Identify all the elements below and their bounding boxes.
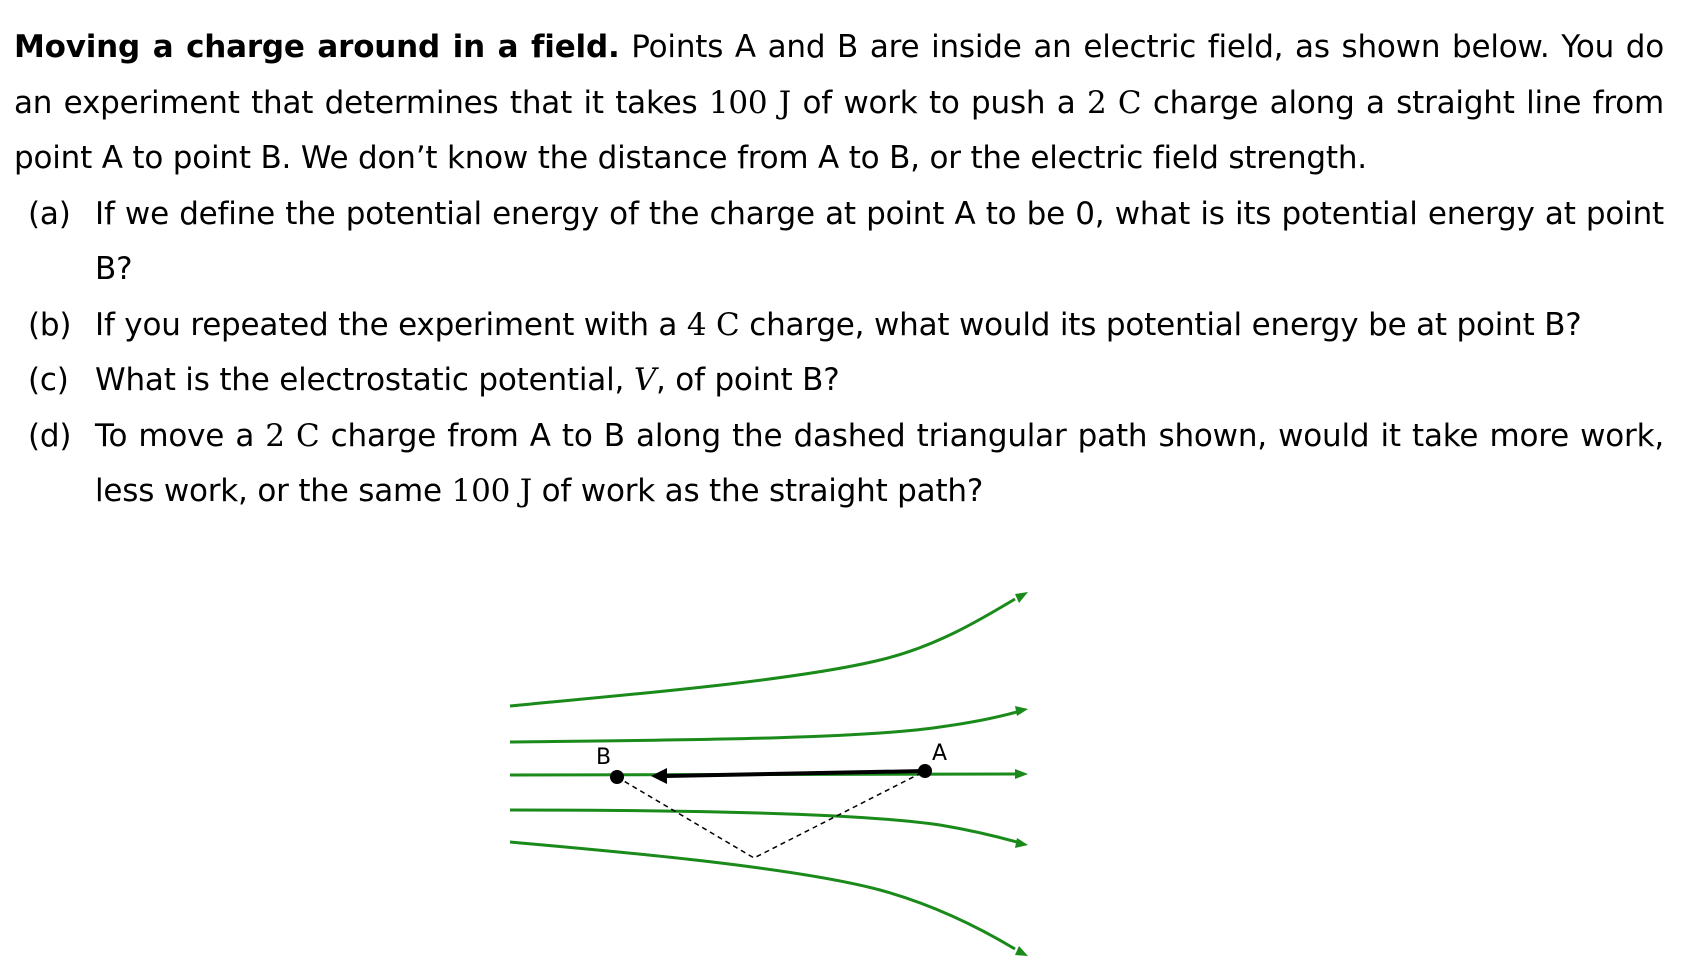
dashed-triangular-path	[617, 771, 925, 858]
math-expression: 4 C	[686, 306, 740, 343]
text-run: What is the electrostatic potential,	[95, 362, 634, 398]
field-line-top	[510, 599, 1015, 706]
question-part-label: (b)	[28, 306, 72, 343]
question-part-text	[95, 362, 839, 398]
text-run: charge, what would its potential energy be at point B?	[739, 306, 1582, 343]
text-run: charge along a straight line from point A to point B. We don’t know the distance from A to B, or the electric field strength.	[14, 84, 1664, 176]
question-part-label: (a)	[28, 195, 71, 232]
displacement-arrowhead	[651, 768, 667, 784]
point-b-dot	[610, 770, 624, 784]
displacement-arrow	[651, 768, 925, 784]
field-arrowhead-top	[1015, 592, 1028, 603]
question-part	[14, 298, 1664, 354]
question-part-text	[95, 196, 1664, 288]
question-part	[14, 187, 1664, 298]
math-expression: 100 J	[451, 473, 532, 509]
field-lines	[510, 599, 1017, 949]
math-expression: V	[633, 362, 656, 398]
question-part-text	[95, 418, 1664, 510]
field-arrowheads	[1015, 592, 1028, 956]
text-run: of work as the straight path?	[532, 473, 984, 509]
text-run: If we define the potential energy of the charge at point A to be 0, what is its potential energy at point B?	[95, 195, 1664, 287]
displacement-arrow-shaft	[665, 771, 925, 776]
text-run: If you repeated the experiment with a	[95, 306, 687, 343]
math-expression: 2 C	[1086, 84, 1142, 121]
field-line-bottom	[510, 842, 1015, 949]
text-run: , of point B?	[656, 362, 840, 398]
field-line-middle	[510, 774, 1017, 775]
field-arrowhead-lower	[1015, 838, 1028, 848]
field-line-lower	[510, 810, 1017, 842]
point-b-label: B	[596, 745, 612, 770]
question-part-label: (c)	[28, 362, 69, 398]
field-arrowhead-upper	[1015, 706, 1028, 716]
problem-statement	[14, 20, 1664, 520]
field-arrowhead-middle	[1015, 769, 1028, 779]
problem-intro	[14, 20, 1664, 187]
question-part-text	[95, 307, 1582, 343]
math-expression: 2 C	[265, 417, 320, 454]
problem-title: Moving a charge around in a field.	[14, 29, 620, 65]
field-arrowhead-bottom	[1015, 946, 1028, 956]
field-line-upper	[510, 712, 1017, 742]
text-run: To move a	[95, 417, 266, 454]
point-a-dot	[918, 764, 932, 778]
point-a-label: A	[932, 741, 948, 766]
text-run: charge from A to B along the dashed triangular path shown, would it take more work, less work, or the same	[95, 417, 1664, 509]
question-part	[14, 353, 1664, 409]
text-run: of work to push a	[791, 84, 1087, 121]
math-expression: 100 J	[708, 84, 792, 121]
question-parts	[14, 187, 1664, 520]
text-run: Points A and B are inside an electric field, as shown below. You do an experiment that determines that it takes	[14, 29, 1664, 121]
question-part	[14, 409, 1664, 520]
question-part-label: (d)	[28, 417, 72, 454]
